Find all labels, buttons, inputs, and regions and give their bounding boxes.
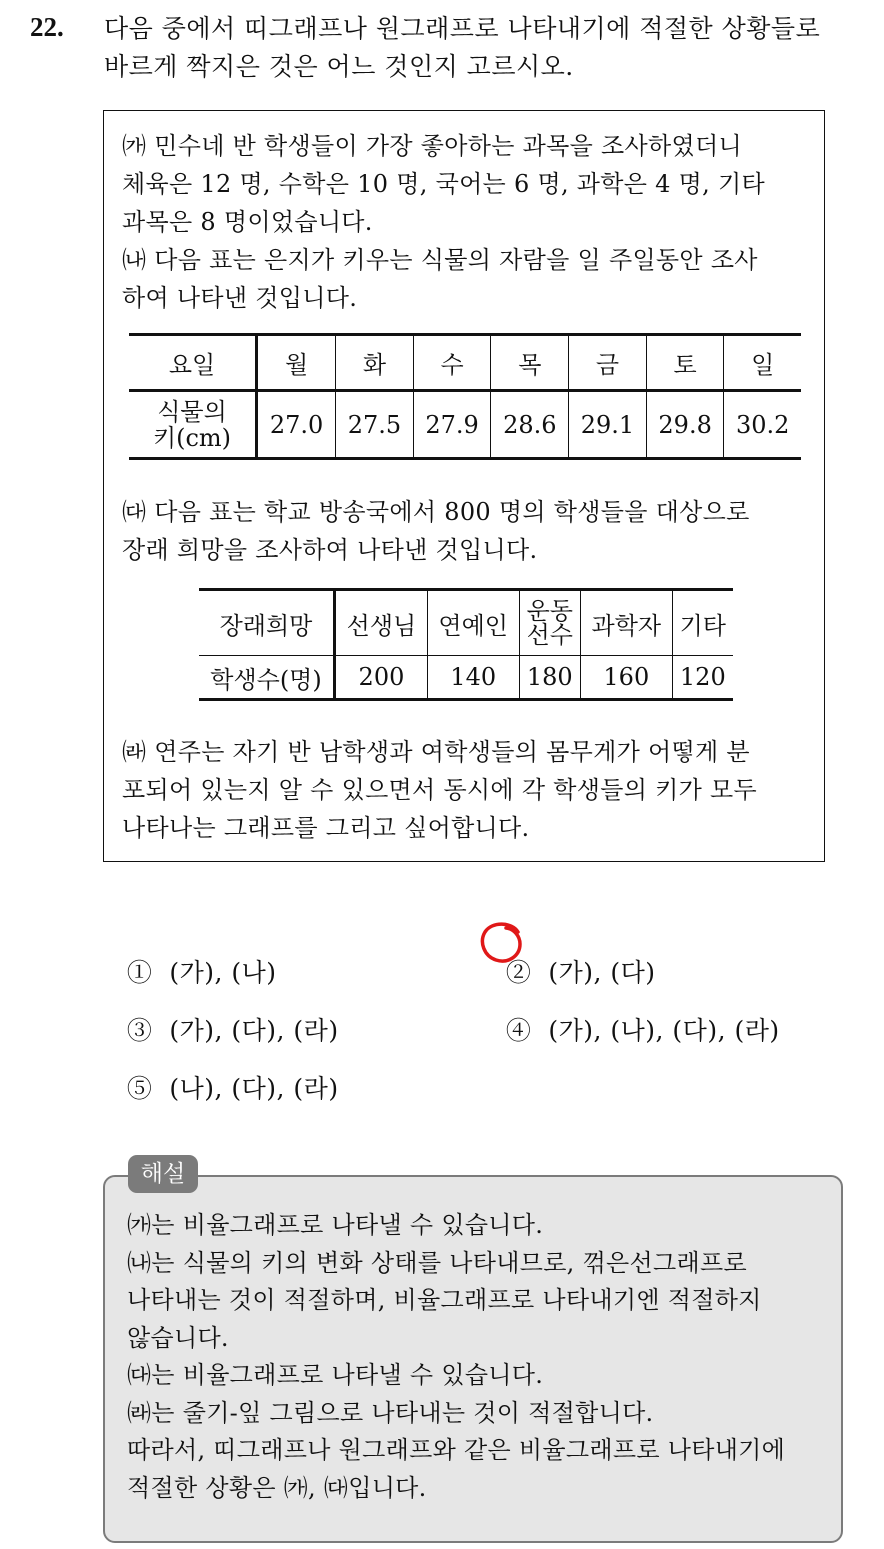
statement-na: ㈏ 다음 표는 은지가 키우는 식물의 자람을 일 주일동안 조사 하여 나타낸 것입니다. — [122, 246, 758, 312]
question-number: 22. — [30, 12, 64, 42]
table-cell-value: 29.1 — [569, 391, 647, 459]
choice-text: (가), (다) — [548, 958, 656, 987]
table-cell-day: 화 — [336, 335, 414, 391]
statement-da: ㈐ 다음 표는 학교 방송국에서 800 명의 학생들을 대상으로 장래 희망을 조사하여 나타낸 것입니다. — [122, 498, 750, 564]
table-row-label: 학생수(명) — [199, 656, 335, 700]
choice-text: (가), (나), (다), (라) — [548, 1016, 780, 1045]
category-line-1: 운동 — [526, 597, 573, 625]
table-row — [129, 335, 801, 391]
table-cell-day: 토 — [646, 335, 724, 391]
table-row — [129, 391, 801, 459]
answer-circle-stroke — [482, 924, 520, 961]
solution-tab: 해설 — [128, 1155, 198, 1193]
table-cell-value: 28.6 — [491, 391, 569, 459]
choice-text: (가), (나) — [169, 958, 277, 987]
table-cell-value: 140 — [427, 656, 519, 700]
choice-text: (가), (다), (라) — [169, 1016, 339, 1045]
table-cell-day: 금 — [569, 335, 647, 391]
table-cell-value: 200 — [335, 656, 428, 700]
table-header-cell: 장래희망 — [199, 590, 335, 656]
table-cell-day: 수 — [413, 335, 491, 391]
table-row-label — [129, 391, 257, 459]
choice-5[interactable] — [110, 1040, 339, 1105]
category-line-2: 선수 — [526, 621, 573, 649]
table-cell-value: 27.5 — [336, 391, 414, 459]
question-text: 다음 중에서 띠그래프나 원그래프로 나타내기에 적절한 상황들로 바르게 짝지은 것은 어느 것인지 고르시오. — [104, 14, 821, 81]
table-cell-category: 선생님 — [335, 590, 428, 656]
solution-box — [103, 1175, 843, 1543]
row-label-line-1: 식물의 — [157, 397, 227, 426]
choice-number: ⑤ — [126, 1074, 153, 1103]
table-cell-value: 120 — [679, 663, 726, 691]
choice-number: ② — [505, 958, 532, 987]
choice-4[interactable] — [489, 982, 780, 1047]
solution-text: ㈎는 비율그래프로 나타낼 수 있습니다. ㈏는 식물의 키의 변화 상태를 나타내므로, 꺾은선그래프로 나타내는 것이 적절하며, 비율그래프로 나타내기엔 적절하지 않습니다. ㈐는 비율그래프로 나타낼 수 있습니다. ㈑는 줄기-잎 그림으로 나타내는 것이 적절합니다. 따라서, 띠그래프나 원그래프와 같은 비율그래프로 나타내기에 적절한 상황은 ㈎, ㈐입니다. — [127, 1211, 786, 1502]
table-row — [199, 590, 733, 656]
table-cell-value: 27.0 — [257, 391, 336, 459]
choice-text: (나), (다), (라) — [169, 1074, 339, 1103]
table-cell-day: 목 — [491, 335, 569, 391]
choice-1[interactable] — [110, 924, 277, 989]
table-header-cell: 요일 — [129, 335, 257, 391]
choice-number: ① — [126, 958, 153, 987]
career-hope-table — [199, 588, 733, 701]
table-cell-value: 30.2 — [736, 410, 790, 439]
table-cell-day: 일 — [724, 335, 801, 391]
answer-circle-icon — [478, 918, 526, 966]
choice-number: ③ — [126, 1016, 153, 1045]
table-row — [199, 656, 733, 700]
row-label-line-2: 키(cm) — [152, 423, 232, 452]
choice-3[interactable] — [110, 982, 339, 1047]
table-cell-day: 월 — [257, 335, 336, 391]
choice-number: ④ — [505, 1016, 532, 1045]
table-cell-value: 160 — [581, 656, 673, 700]
table-cell-value: 180 — [519, 656, 581, 700]
table-cell-category: 기타 — [672, 590, 733, 656]
table-cell-value: 27.9 — [413, 391, 491, 459]
statement-ra: ㈑ 연주는 자기 반 남학생과 여학생들의 몸무게가 어떻게 분 포되어 있는지 알 수 있으면서 동시에 각 학생들의 키가 모두 나타나는 그래프를 그리고 싶어합니다. — [122, 738, 757, 842]
table-cell-category: 연예인 — [427, 590, 519, 656]
table-cell-value: 29.8 — [646, 391, 724, 459]
table-cell-category — [519, 590, 581, 656]
table-cell-category: 과학자 — [581, 590, 673, 656]
problem-box — [103, 110, 825, 862]
statement-ga: ㈎ 민수네 반 학생들이 가장 좋아하는 과목을 조사하였더니 체육은 12 명, 수학은 10 명, 국어는 6 명, 과학은 4 명, 기타 과목은 8 명이었습니다. — [122, 132, 765, 236]
plant-height-table — [129, 333, 801, 460]
